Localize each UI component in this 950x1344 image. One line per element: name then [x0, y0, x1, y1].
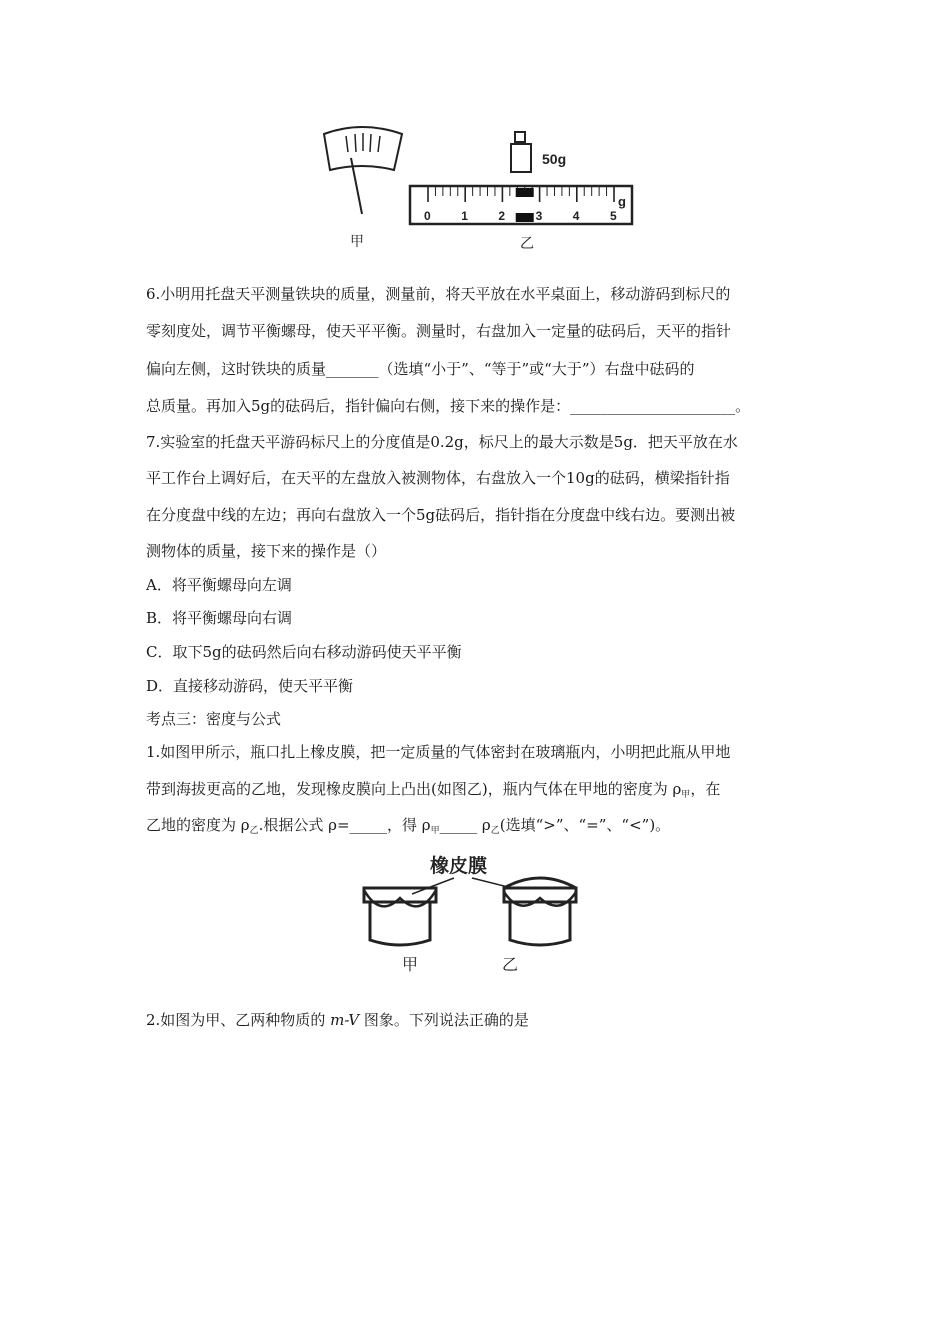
ruler-label: 5 — [610, 209, 617, 223]
p1-sub-jia: 甲 — [681, 790, 691, 800]
ruler-label: 3 — [535, 209, 543, 223]
p1-line-3 — [146, 815, 670, 841]
rider-top — [516, 188, 534, 197]
p1-line-3-a: 乙地的密度为 ρ — [146, 816, 250, 834]
ruler-label: 1 — [461, 209, 468, 223]
p1-line-3-d: (选填“>”、“=”、“<”)。 — [499, 816, 671, 834]
ruler-label: 0 — [424, 209, 431, 223]
caption-jia-1: 甲 — [350, 233, 364, 249]
q7-line-2: 平工作台上调好后，在天平的左盘放入被测物体，右盘放入一个10g的砝码，横梁指针指 — [146, 469, 730, 487]
q7-option-d: D．直接移动游码，使天平平衡 — [146, 677, 354, 695]
caption-jia-2: 甲 — [402, 957, 419, 974]
jar-right — [504, 878, 576, 945]
membrane-label: 橡皮膜 — [430, 856, 488, 877]
p1-line-2-text: 带到海拔更高的乙地，发现橡皮膜向上凸出(如图乙)，瓶内气体在甲地的密度为 ρ — [146, 780, 682, 798]
q6-line-1: 6.小明用托盘天平测量铁块的质量，测量前，将天平放在水平桌面上，移动游码到标尺的 — [146, 285, 731, 303]
weight-icon — [511, 132, 531, 172]
q6-line-4: 总质量。再加入5g的砝码后，指针偏向右侧，接下来的操作是：______________________。 — [146, 397, 751, 415]
q6-line-2: 零刻度处，调节平衡螺母，使天平平衡。测量时，右盘加入一定量的砝码后，天平的指针 — [146, 322, 732, 340]
weight-label: 50g — [542, 151, 567, 167]
p1-line-3-c: _____ ρ — [439, 816, 491, 834]
caption-yi-2: 乙 — [502, 957, 519, 974]
p1-sub-yi-2: 乙 — [490, 826, 500, 836]
ruler-label: 4 — [572, 209, 580, 223]
p2-line-1 — [146, 1010, 529, 1030]
p1-line-3-b: .根据公式 ρ=_____，得 ρ — [258, 816, 431, 834]
p1-line-1: 1.如图甲所示，瓶口扎上橡皮膜，把一定质量的气体密封在玻璃瓶内，小明把此瓶从甲地 — [146, 743, 731, 761]
scale-dial — [324, 127, 402, 214]
p1-line-2 — [146, 779, 720, 805]
q7-option-a: A．将平衡螺母向左调 — [146, 576, 292, 594]
q7-option-b: B．将平衡螺母向右调 — [146, 609, 293, 627]
jar-left — [364, 888, 436, 945]
jar-figure — [350, 848, 600, 978]
p2-formula: m-V — [330, 1011, 360, 1029]
p2-text-b: 图象。下列说法正确的是 — [359, 1011, 529, 1029]
balance-figure — [310, 118, 650, 258]
rider-bottom — [516, 213, 534, 222]
caption-yi-1: 乙 — [520, 235, 534, 251]
q7-option-c: C．取下5g的砝码然后向右移动游码使天平平衡 — [146, 643, 462, 661]
p1-line-2-end: ，在 — [690, 780, 721, 798]
q7-line-3: 在分度盘中线的左边；再向右盘放入一个5g砝码后，指针指在分度盘中线右边。要测出被 — [146, 506, 736, 524]
q6-line-3: 偏向左侧，这时铁块的质量_______（选填“小于”、“等于”或“大于”）右盘中砝码的 — [146, 360, 695, 378]
label-pointer-left — [412, 878, 454, 894]
rider-ruler — [410, 186, 632, 224]
q7-line-4: 测物体的质量，接下来的操作是（） — [146, 542, 387, 560]
ruler-label: 2 — [498, 209, 506, 223]
section-title: 考点三：密度与公式 — [146, 710, 282, 728]
p1-sub-yi: 乙 — [249, 826, 259, 836]
ruler-unit: g — [618, 194, 626, 209]
q7-line-1: 7.实验室的托盘天平游码标尺上的分度值是0.2g，标尺上的最大示数是5g．把天平放在水 — [146, 433, 738, 451]
p2-text-a: 2.如图为甲、乙两种物质的 — [146, 1011, 331, 1029]
p1-sub-jia-2: 甲 — [430, 826, 440, 836]
